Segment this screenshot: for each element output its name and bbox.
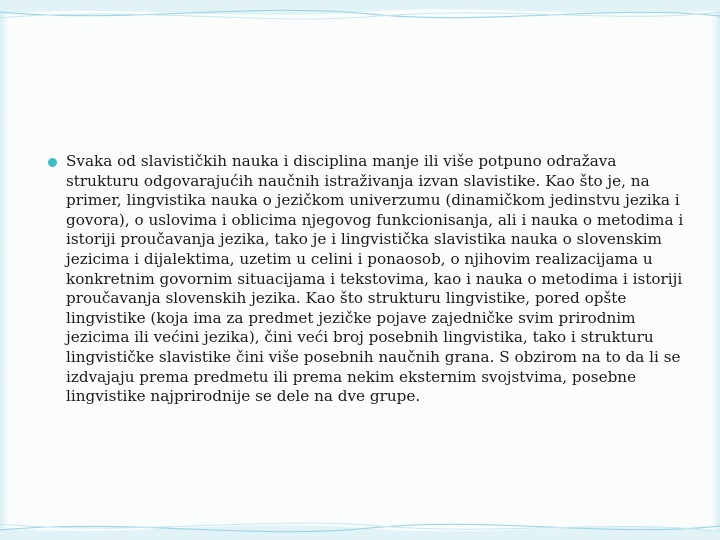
bullet-text: Svaka od slavističkih nauka i disciplina manje ili više potpuno odražava strukturu odgovarajućih naučnih istraživanja izvan slavistike. Kao što je, na primer, lingvistika nauka o jezičkom univerzumu (dinamičkom jedinstvu jezika i govora), o uslovima i oblicima njegovog funkcionisanja, ali i nauka o metodima i istoriji proučavanja jezika, tako je i lingvistička slavistika nauka o slovenskim jezicima i dijalektima, uzetim u celini i ponaosob, o njihovim realizacijama u konkretnim govornim situacijama i tekstovima, kao i nauka o metodima i istoriji proučavanja slovenskih jezika. Kao što strukturu lingvistike, pored opšte lingvistike (koja ima za predmet jezičke pojave zajedničke svim prirodnim jezicima ili većini jezika), čini veći broj posebnih lingvistika, tako i strukturu lingvističke slavistike čini više posebnih naučnih grana. S obzirom na to da li se izdvajaju prema predmetu ili prema nekim eksternim svojstvima, posebne lingvistike najprirodnije se dele na dve grupe. — [66, 152, 684, 406]
bullet-list — [48, 152, 684, 407]
list-item — [48, 152, 684, 407]
bullet-icon — [48, 158, 57, 167]
